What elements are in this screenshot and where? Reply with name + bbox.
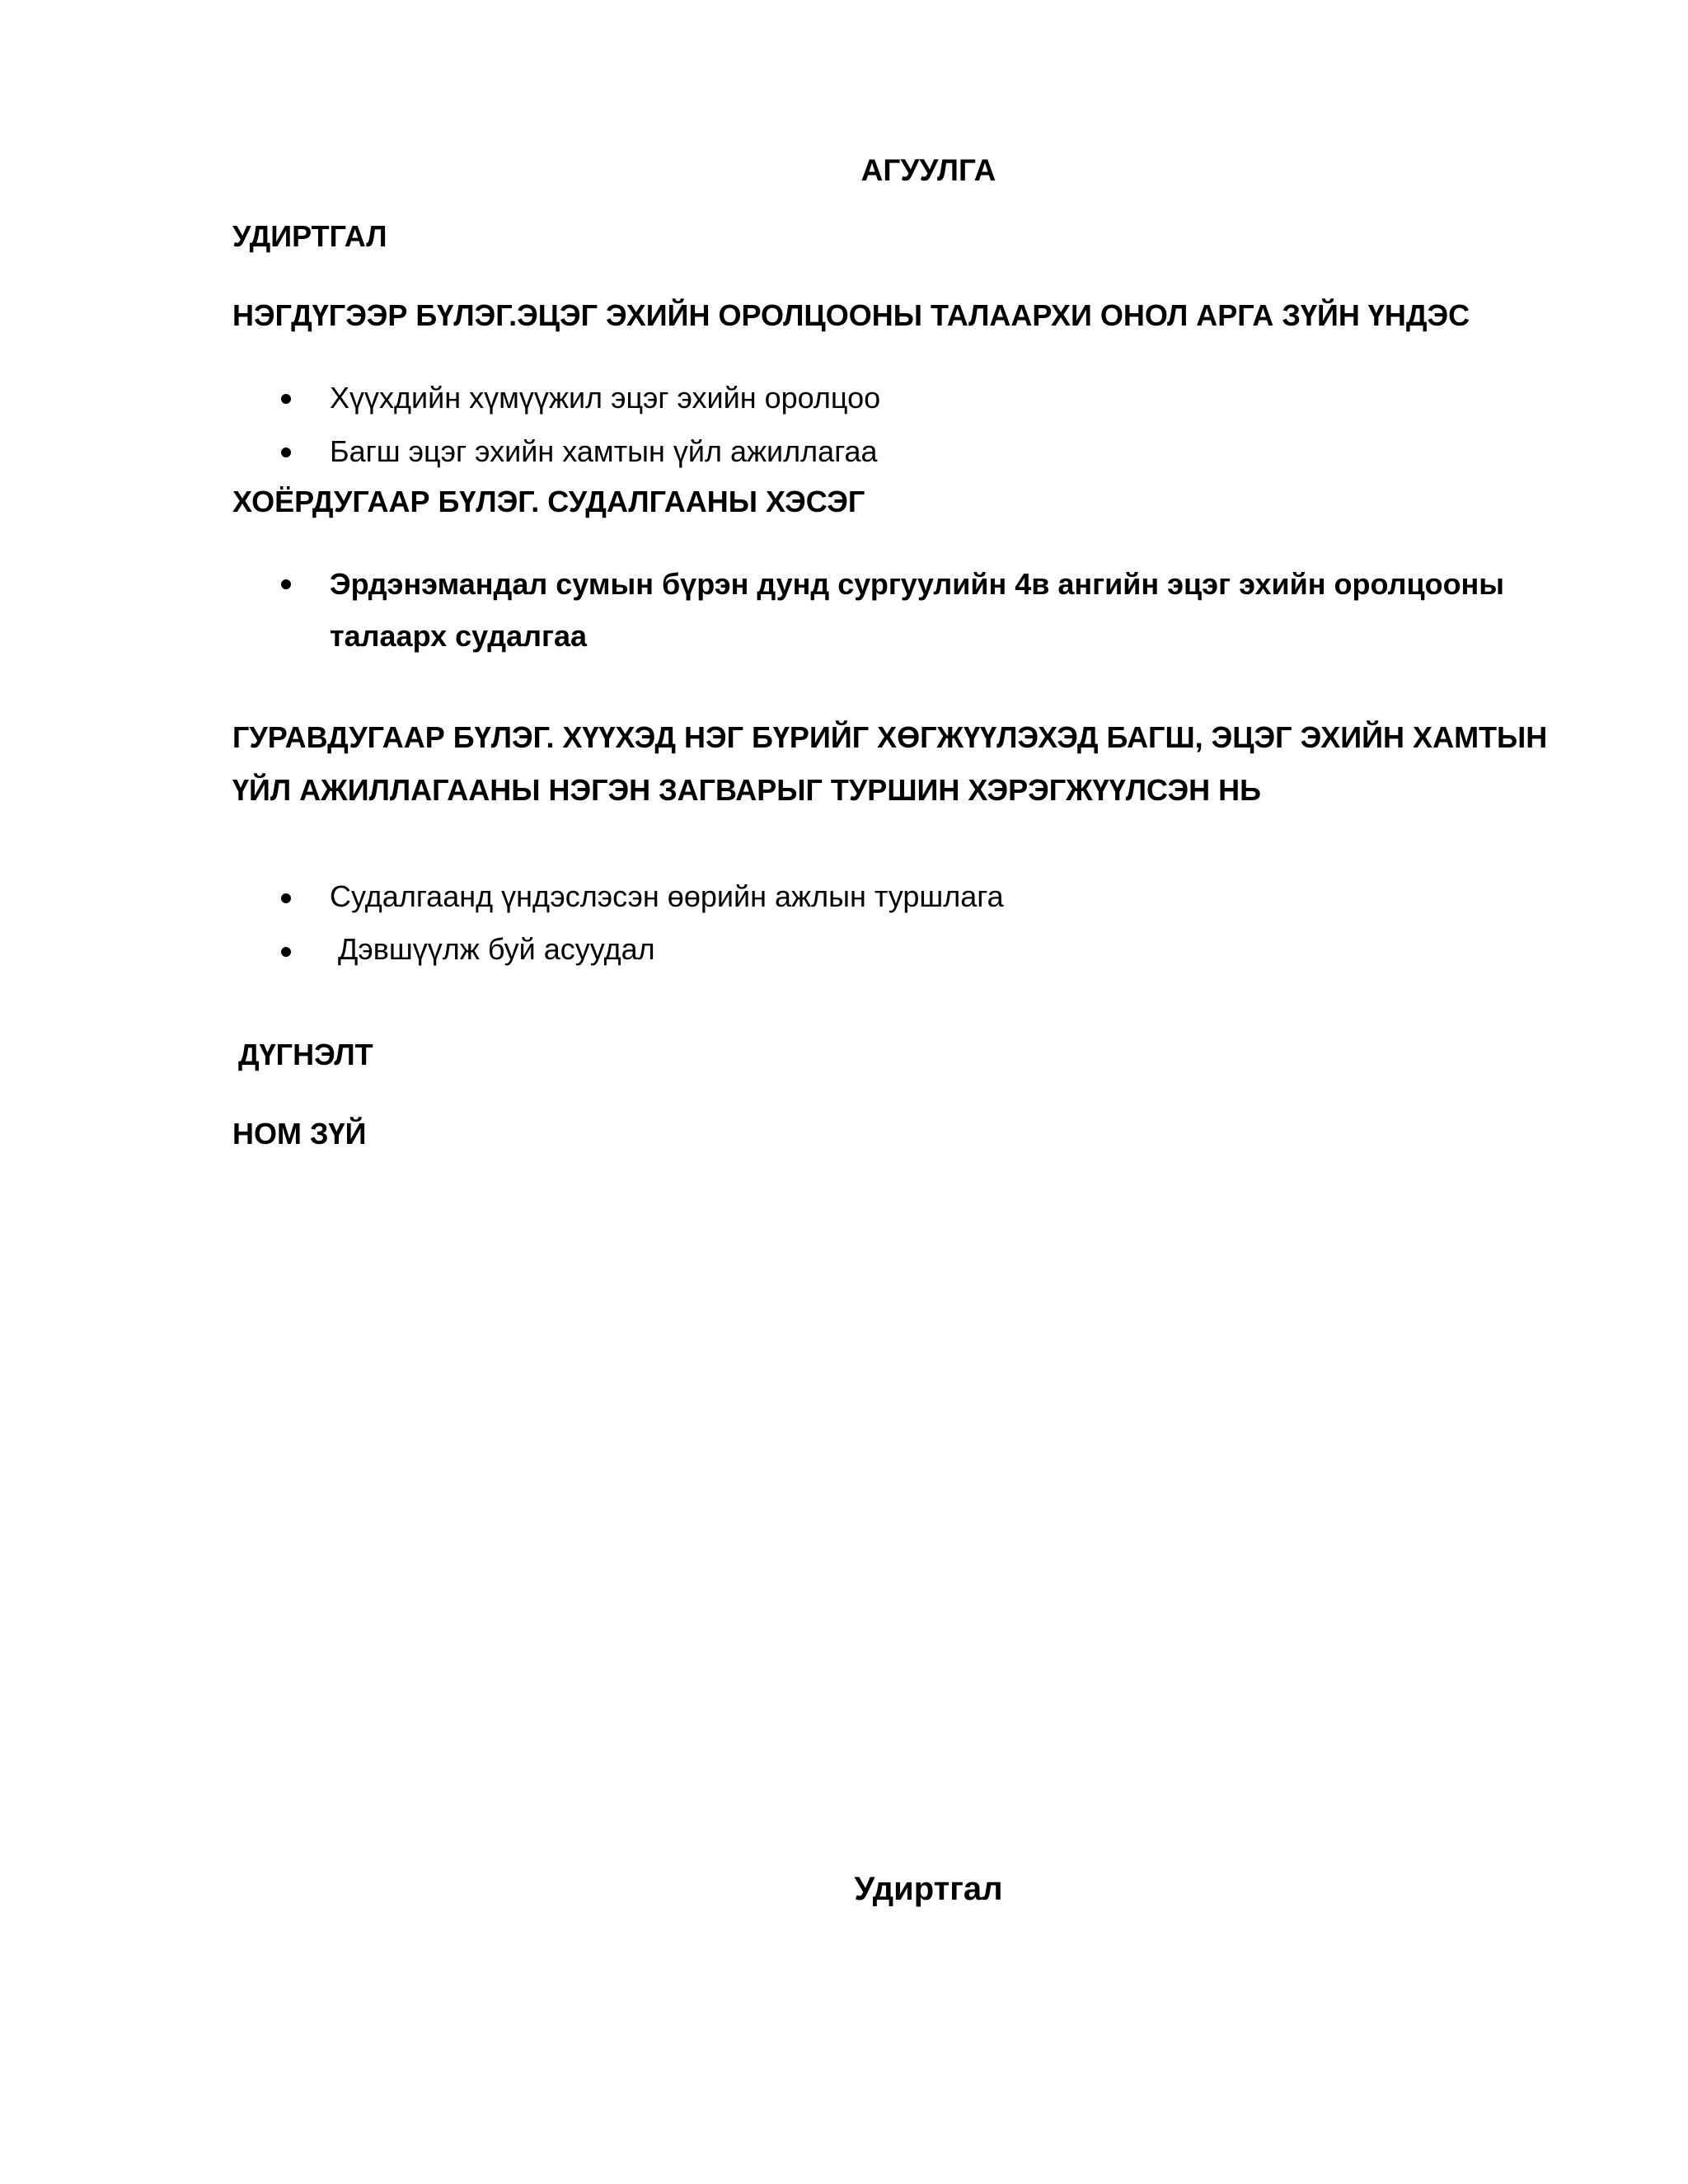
bullet-icon — [281, 947, 291, 957]
chapter3-title-line1: ГУРАВДУГААР БҮЛЭГ. ХҮҮХЭД НЭГ БҮРИЙГ ХӨГЖҮҮЛЭХЭД БАГШ, ЭЦЭГ ЭХИЙН ХАМТЫН — [232, 720, 1548, 754]
next-page-title: Удиртгал — [854, 1871, 1003, 1907]
chapter3-title-line2: ҮЙЛ АЖИЛЛАГААНЫ НЭГЭН ЗАГВАРЫГ ТУРШИН ХЭРЭГЖҮҮЛСЭН НЬ — [232, 773, 1261, 807]
chapter2-item-1-line1: Эрдэнэмандал сумын бүрэн дунд сургуулийн 4в ангийн эцэг эхийн оролцооны — [330, 567, 1505, 601]
bullet-icon — [281, 579, 291, 589]
chapter1-title: НЭГДҮГЭЭР БҮЛЭГ.ЭЦЭГ ЭХИЙН ОРОЛЦООНЫ ТАЛААРХИ ОНОЛ АРГА ЗҮЙН ҮНДЭС — [232, 298, 1470, 332]
conclusion-heading: ДҮГНЭЛТ — [238, 1038, 373, 1071]
bullet-icon — [281, 448, 291, 457]
chapter2-title: ХОЁРДУГААР БҮЛЭГ. СУДАЛГААНЫ ХЭСЭГ — [232, 485, 865, 518]
chapter3-item-1: Судалгаанд үндэслэсэн өөрийн ажлын туршлага — [330, 879, 1004, 913]
chapter1-item-2: Багш эцэг эхийн хамтын үйл ажиллагаа — [330, 434, 878, 468]
chapter2-item-1-line2: талаарх судалгаа — [330, 619, 588, 653]
bullet-icon — [281, 394, 291, 404]
references-heading: НОМ ЗҮЙ — [232, 1117, 367, 1151]
bullet-icon — [281, 893, 291, 903]
chapter3-item-2: Дэвшүүлж буй асуудал — [330, 932, 655, 966]
intro-heading: УДИРТГАЛ — [232, 219, 387, 253]
chapter1-item-1: Хүүхдийн хүмүүжил эцэг эхийн оролцоо — [330, 381, 881, 415]
toc-title: АГУУЛГА — [860, 153, 996, 187]
